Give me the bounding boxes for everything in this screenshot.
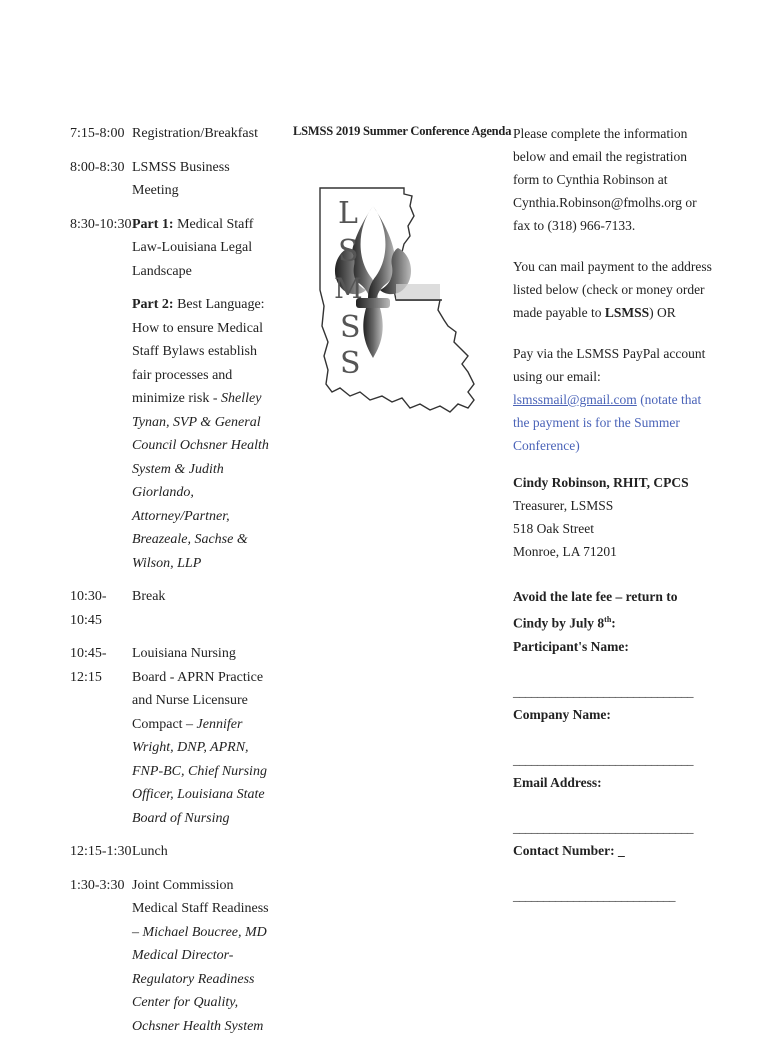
contact-number-label: Contact Number: _ xyxy=(513,839,713,862)
paypal-pre: Pay via the LSMSS PayPal account using our email: xyxy=(513,346,705,384)
registration-column xyxy=(513,122,713,907)
contact-number-field[interactable]: ___________________________ xyxy=(513,884,713,907)
company-name-label: Company Name: xyxy=(513,703,713,726)
paypal-email-link[interactable]: lsmssmail@gmail.com xyxy=(513,392,637,407)
company-name-field[interactable]: ______________________________ xyxy=(513,748,713,771)
agenda-topic: Joint Commission Medical Staff Readiness – xyxy=(132,878,269,940)
contact-city: Monroe, LA 71201 xyxy=(513,540,713,563)
paypal-note: (notate that the payment is for the Summer Conference) xyxy=(513,392,701,453)
agenda-desc xyxy=(132,642,270,830)
participant-name-label: Participant's Name: xyxy=(513,635,713,658)
agenda-desc: Lunch xyxy=(132,840,270,864)
contact-role: Treasurer, LSMSS xyxy=(513,494,713,517)
agenda-desc: Break xyxy=(132,585,270,632)
logo-letter-s: S xyxy=(340,346,361,381)
late-fee-sup: th xyxy=(604,615,611,624)
paypal-text xyxy=(513,342,713,457)
agenda-desc xyxy=(132,213,270,576)
agenda-item xyxy=(70,213,270,576)
email-address-label: Email Address: xyxy=(513,771,713,794)
mail-pre: You can mail payment to the address listed below (check or money order made payable to xyxy=(513,259,712,320)
agenda-speaker: Jennifer Wright, DNP, APRN, FNP-BC, Chief Nursing Officer, Louisiana State Board of Nursing xyxy=(132,717,267,826)
part2-speakers: Shelley Tynan, SVP & General Council Ochsner Health System & Judith Giorlando, Attorney/Partner, Breazeale, Sachse & Wilson, LLP xyxy=(132,391,269,571)
agenda-time: 8:30-10:30 xyxy=(70,213,132,576)
contact-name: Cindy Robinson, RHIT, CPCS xyxy=(513,471,713,494)
agenda-topic: Louisiana Nursing Board - APRN Practice and Nurse Licensure Compact – xyxy=(132,646,263,732)
page-title: LSMSS 2019 Summer Conference Agenda xyxy=(293,124,511,139)
agenda-item xyxy=(70,122,270,146)
logo-letter-s: S xyxy=(338,234,359,269)
agenda-time: 1:30-3:30 xyxy=(70,874,132,1038)
logo-letter-m: M xyxy=(334,272,363,305)
agenda-item xyxy=(70,156,270,203)
agenda-desc: LSMSS Business Meeting xyxy=(132,156,270,203)
payee-name: LSMSS xyxy=(605,305,649,320)
part1-label: Part 1: xyxy=(132,217,174,232)
agenda-time: 10:30-10:45 xyxy=(70,585,132,632)
email-address-field[interactable]: ______________________________ xyxy=(513,816,713,839)
agenda-desc xyxy=(132,874,270,1038)
agenda-time: 12:15-1:30 xyxy=(70,840,132,864)
agenda-item xyxy=(70,874,270,1038)
part2-label: Part 2: xyxy=(132,297,174,312)
logo-letter-l: L xyxy=(338,196,358,231)
agenda-item xyxy=(70,642,270,830)
agenda-desc: Registration/Breakfast xyxy=(132,122,270,146)
lsmss-logo xyxy=(318,186,478,418)
participant-name-field[interactable]: ______________________________ xyxy=(513,680,713,703)
agenda-time: 8:00-8:30 xyxy=(70,156,132,203)
agenda-speaker: Michael Boucree, MD Medical Director-Regulatory Readiness Center for Quality, Ochsner Health System xyxy=(132,925,267,1034)
late-fee-end: : xyxy=(611,616,616,631)
logo-letter-s: S xyxy=(340,310,361,345)
contact-street: 518 Oak Street xyxy=(513,517,713,540)
agenda-time: 7:15-8:00 xyxy=(70,122,132,146)
agenda-item xyxy=(70,840,270,864)
agenda-column xyxy=(70,122,270,1038)
late-fee-text: Avoid the late fee – return to Cindy by July 8 xyxy=(513,589,677,631)
mail-post: ) OR xyxy=(649,305,676,320)
agenda-time: 10:45-12:15 xyxy=(70,642,132,830)
registration-intro: Please complete the information below and email the registration form to Cynthia Robinson at Cynthia.Robinson@fmolhs.org or fax to (318) 966-7133. xyxy=(513,122,713,237)
late-fee-notice xyxy=(513,585,713,635)
part1-text: Medical Staff Law-Louisiana Legal Landscape xyxy=(132,217,253,279)
part2-text: Best Language: How to ensure Medical Staff Bylaws establish fair processes and minimize risk - xyxy=(132,297,265,406)
mail-payment-text xyxy=(513,255,713,324)
agenda-item xyxy=(70,585,270,632)
